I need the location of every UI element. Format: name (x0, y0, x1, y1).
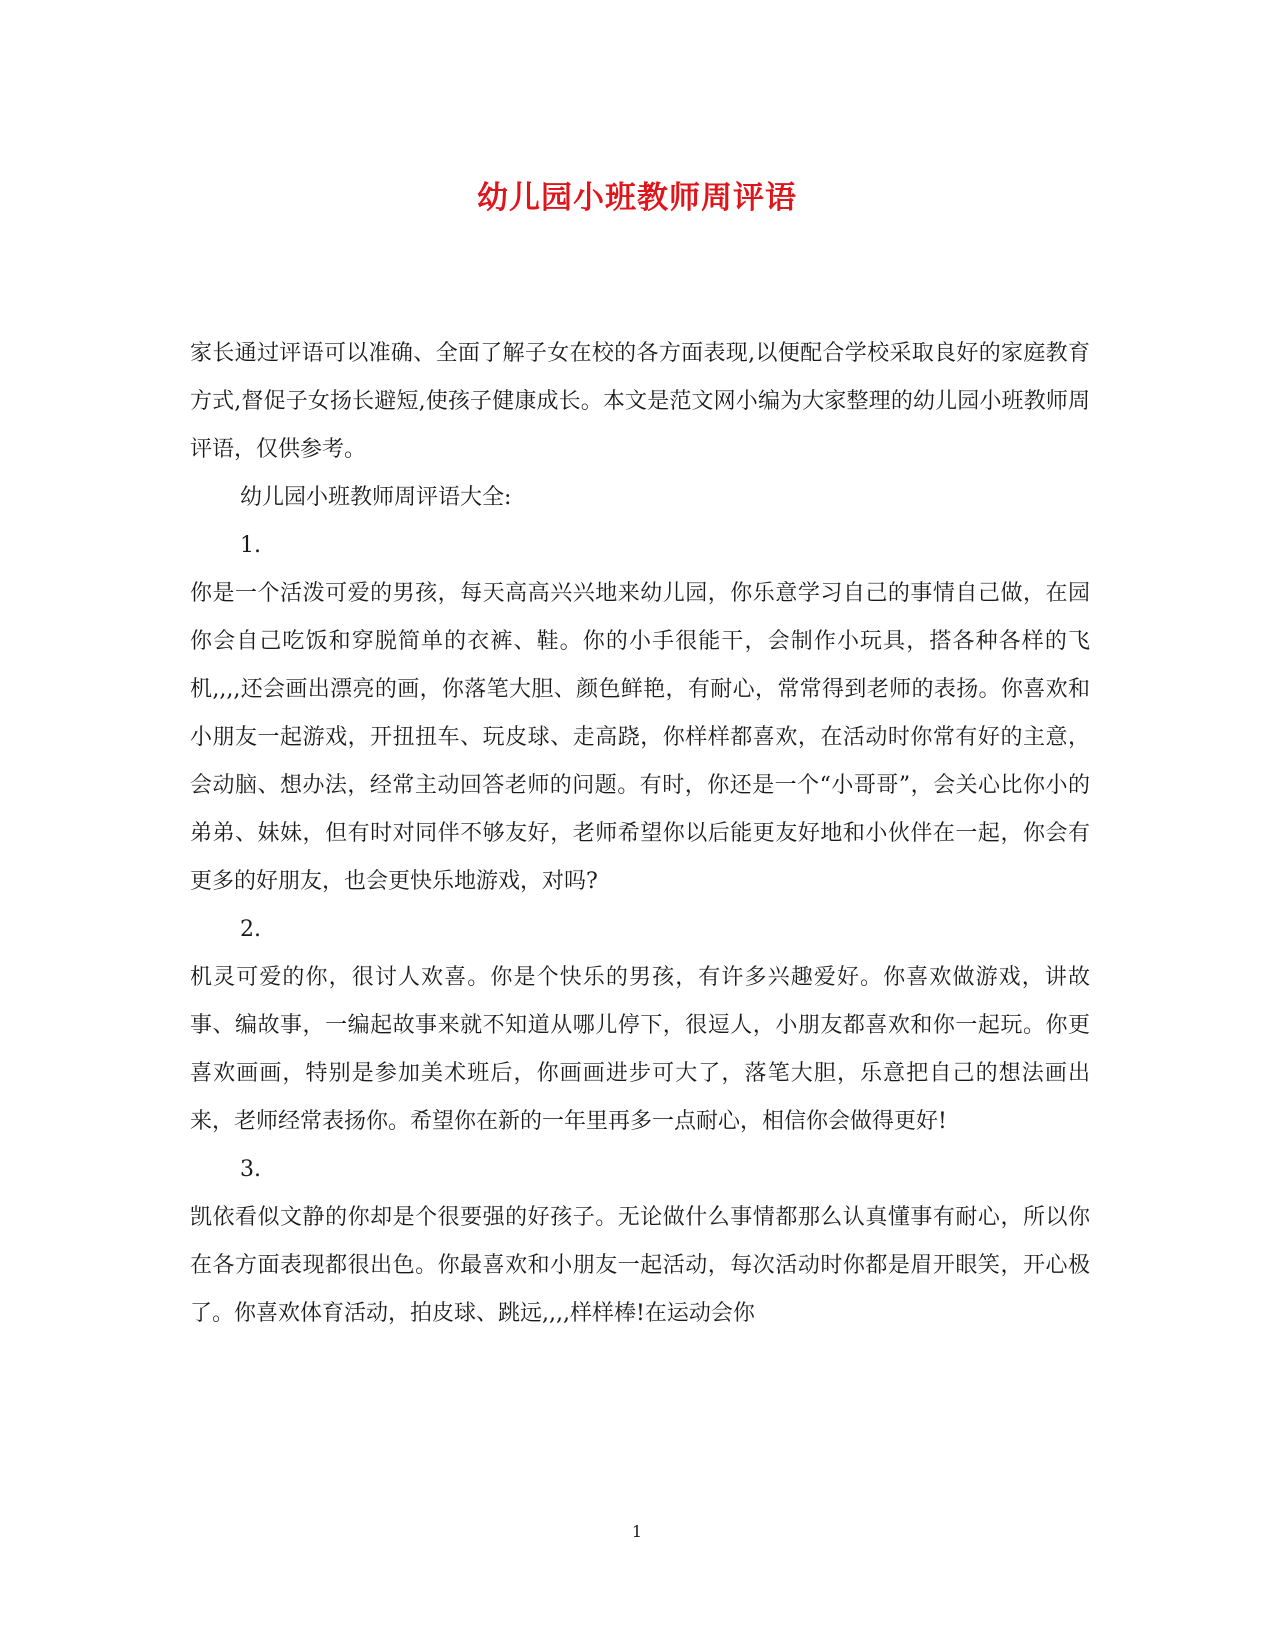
item-paragraph: 凯依看似文静的你却是个很要强的好孩子。无论做什么事情都那么认真懂事有耐心，所以你在各方面表现都很出色。你最喜欢和小朋友一起活动，每次活动时你都是眉开眼笑，开心极了。你喜欢体育活动，拍皮球、跳远,,,,样样棒!在运动会你 (190, 1205, 1090, 1326)
intro-paragraph: 家长通过评语可以准确、全面了解子女在校的各方面表现,以便配合学校采取良好的家庭教育方式,督促子女扬长避短,使孩子健康成长。本文是范文网小编为大家整理的幼儿园小班教师周评语，仅供参考。 (190, 341, 1090, 462)
section-heading: 幼儿园小班教师周评语大全: (240, 485, 512, 510)
page-number: 1 (631, 1522, 643, 1541)
item-number: 2. (240, 917, 261, 942)
document-body (190, 330, 1090, 1338)
item-number: 1. (240, 533, 261, 558)
item-paragraph: 机灵可爱的你，很讨人欢喜。你是个快乐的男孩，有许多兴趣爱好。你喜欢做游戏，讲故事、编故事，一编起故事来就不知道从哪儿停下，很逗人，小朋友都喜欢和你一起玩。你更喜欢画画，特别是参加美术班后，你画画进步可大了，落笔大胆，乐意把自己的想法画出来，老师经常表扬你。希望你在新的一年里再多一点耐心，相信你会做得更好! (190, 965, 1090, 1134)
item-paragraph: 你是一个活泼可爱的男孩，每天高高兴兴地来幼儿园，你乐意学习自己的事情自己做，在园你会自己吃饭和穿脱简单的衣裤、鞋。你的小手很能干，会制作小玩具，搭各种各样的飞机,,,,还会画出漂亮的画，你落笔大胆、颜色鲜艳，有耐心，常常得到老师的表扬。你喜欢和小朋友一起游戏，开扭扭车、玩皮球、走高跷，你样样都喜欢，在活动时你常有好的主意，会动脑、想办法，经常主动回答老师的问题。有时，你还是一个“小哥哥”，会关心比你小的弟弟、妹妹，但有时对同伴不够友好，老师希望你以后能更友好地和小伙伴在一起，你会有更多的好朋友，也会更快乐地游戏，对吗? (190, 581, 1090, 894)
item-number: 3. (240, 1157, 261, 1182)
document-title: 幼儿园小班教师周评语 (477, 180, 797, 216)
